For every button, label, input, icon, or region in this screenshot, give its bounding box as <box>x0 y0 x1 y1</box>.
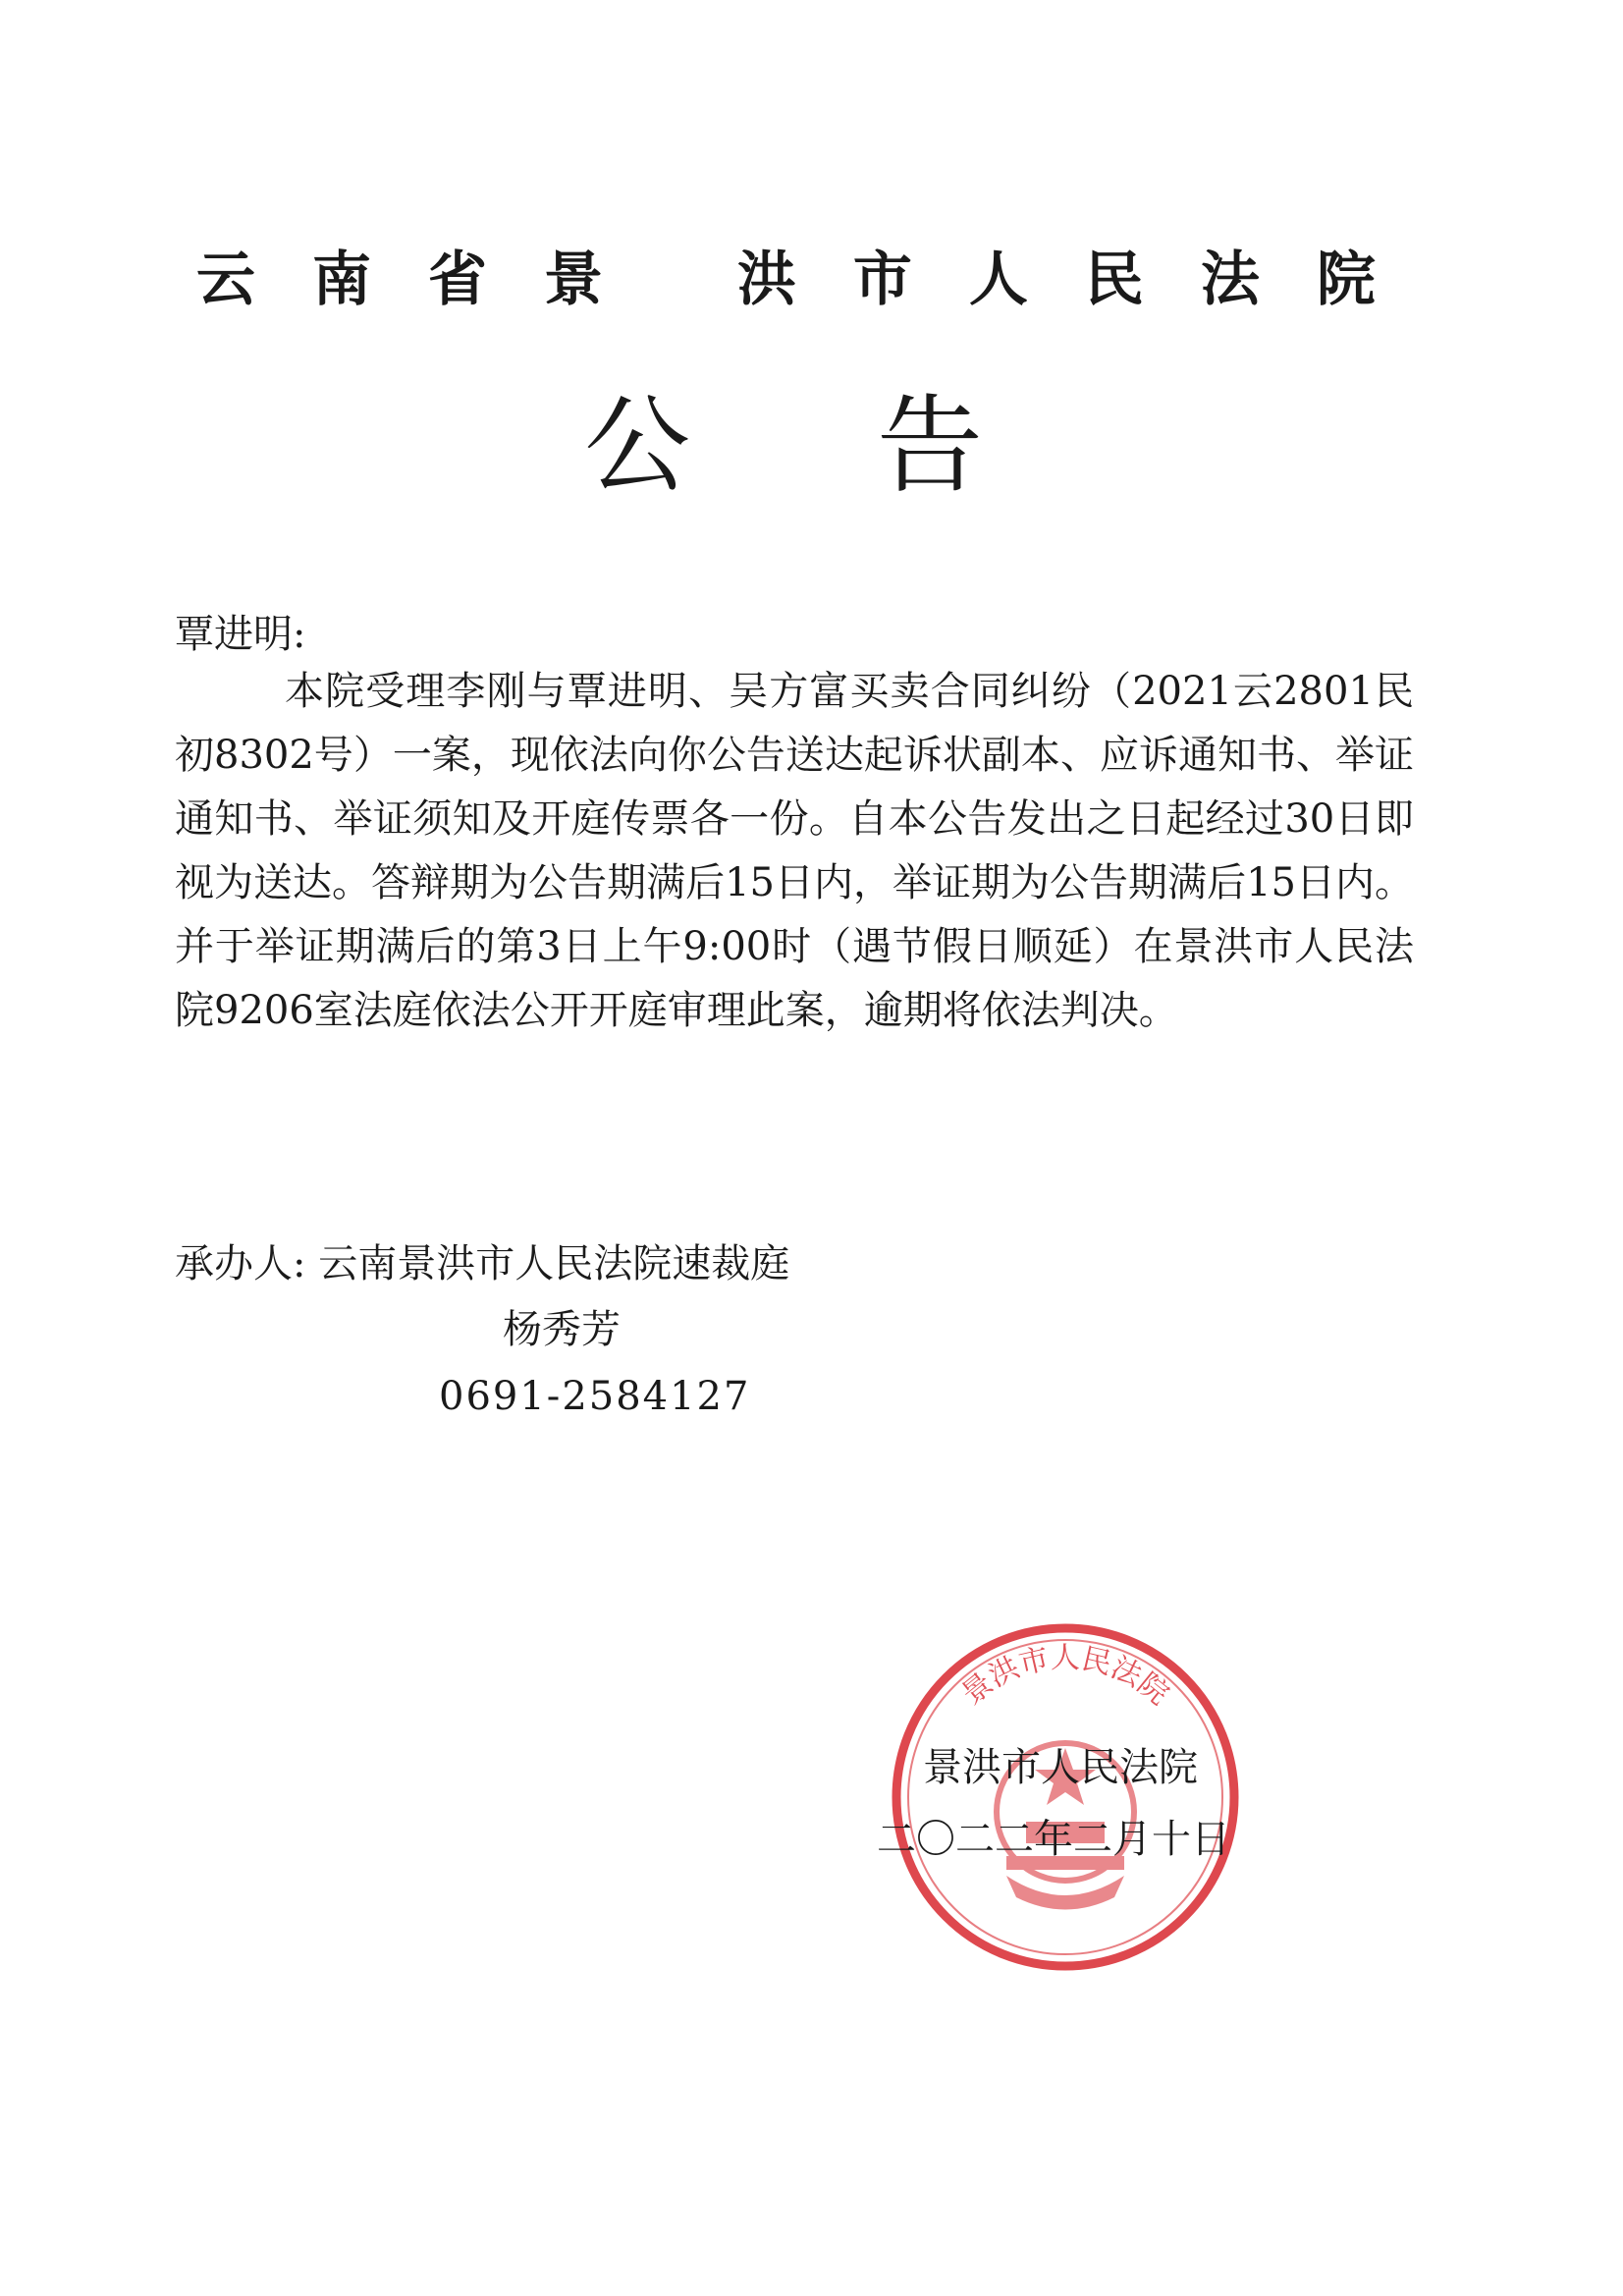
court-name-heading: 云南省景 洪市人民法院 <box>196 246 1433 314</box>
notice-title: 公告 <box>584 385 1170 508</box>
handler-line: 承办人: 云南景洪市人民法院速裁庭 <box>175 1241 790 1286</box>
seal-ring-text: 景洪市人民法院 <box>955 1641 1175 1713</box>
signature-date: 二〇二二年二月十日 <box>877 1817 1230 1862</box>
notice-body: 本院受理李刚与覃进明、吴方富买卖合同纠纷（2021云2801民初8302号）一案，现依法向你公告送达起诉状副本、应诉通知书、举证通知书、举证须知及开庭传票各一份。自本公告发出之日起经过30日即视为送达。答辩期为公告期满后15日内，举证期为公告期满后15日内。并于举证期满后的第3日上午9:00时（遇节假日顺延）在景洪市人民法院9206室法庭依法公开开庭审理此案，逾期将依法判决。 <box>175 669 1414 1033</box>
handler-phone: 0691-2584127 <box>439 1374 751 1419</box>
signature-court: 景洪市人民法院 <box>923 1745 1198 1790</box>
court-seal-icon <box>889 1620 1242 1974</box>
addressee: 覃进明: <box>175 612 306 657</box>
handler-name: 杨秀芳 <box>503 1307 621 1352</box>
